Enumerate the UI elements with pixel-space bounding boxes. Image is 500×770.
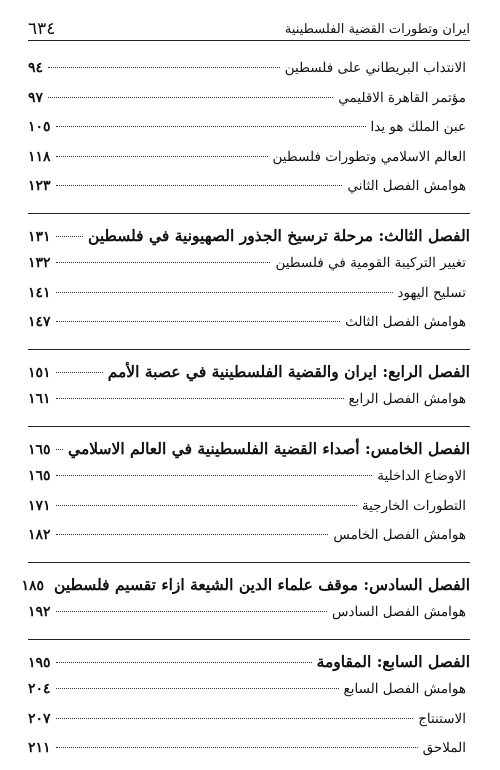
dot-leader xyxy=(56,505,357,506)
toc-entry[interactable] xyxy=(28,681,470,711)
toc-entry-title: هوامش الفصل السادس xyxy=(331,604,466,620)
section-divider xyxy=(28,349,470,350)
toc-entry[interactable] xyxy=(28,468,470,498)
section-divider xyxy=(28,213,470,214)
dot-leader xyxy=(56,185,343,186)
toc-entry-title: الفصل الثالث: مرحلة ترسیخ الجذور الصهیونیة في فلسطین xyxy=(88,225,470,245)
toc-page-number: ١٣١ xyxy=(28,228,51,245)
dot-leader xyxy=(56,475,373,476)
toc-entry-title: مؤتمر القاهرة الاقلیمي xyxy=(338,89,466,106)
toc-entry[interactable] xyxy=(28,90,470,120)
dot-leader xyxy=(48,67,280,68)
toc-chapter-entry[interactable] xyxy=(28,362,470,392)
toc-entry[interactable] xyxy=(28,149,470,179)
dot-leader xyxy=(56,236,83,237)
toc-chapter-entry[interactable] xyxy=(28,652,470,682)
toc-page-number: ١٠٥ xyxy=(28,119,51,135)
running-header xyxy=(28,14,470,41)
dot-leader xyxy=(56,449,63,450)
toc-chapter-entry[interactable] xyxy=(28,226,470,256)
toc-entry-title: هوامش الفصل الثاني xyxy=(347,178,466,194)
section-divider xyxy=(28,426,470,427)
toc-entry[interactable] xyxy=(28,391,470,421)
dot-leader xyxy=(56,398,344,399)
toc-entry-title: هوامش الفصل الثالث xyxy=(345,314,466,330)
toc-page-number: ١٦١ xyxy=(28,391,51,407)
dot-leader xyxy=(56,747,418,748)
toc-entry-title: الاوضاع الداخلیة xyxy=(377,468,466,484)
toc-entry-title: الفصل الرابع: ایران والقضیة الفلسطینیة في عصبة الأمم xyxy=(107,361,470,381)
toc-page-number: ١٥١ xyxy=(28,364,51,381)
toc-page-number: ١٩٢ xyxy=(28,604,51,620)
toc-entry-title: هوامش الفصل السابع xyxy=(343,681,466,697)
toc-entry[interactable] xyxy=(28,314,470,344)
toc-entry-title: الفصل الخامس: أصداء القضیة الفلسطینیة في العالم الاسلامي xyxy=(68,438,470,458)
toc-entry-title: الفصل السادس: موقف علماء الدین الشیعة ازاء تقسیم فلسطین xyxy=(54,574,470,594)
toc-entry-title: تسلیح الیهود xyxy=(397,284,466,301)
toc-page-number: ١٢٣ xyxy=(28,178,51,194)
toc-page-number: ٢٠٧ xyxy=(28,710,51,727)
toc-entry[interactable] xyxy=(28,178,470,208)
toc-entry[interactable] xyxy=(28,604,470,634)
toc-entry-title: هوامش الفصل الرابع xyxy=(348,391,466,407)
toc-entry[interactable] xyxy=(28,255,470,285)
toc-entry-title: تغییر الترکیبة القومیة في فلسطین xyxy=(275,255,466,271)
page-number: ٦٣٤ xyxy=(28,19,56,39)
toc-entry-title: الانتداب البریطاني علی فلسطین xyxy=(284,60,466,76)
toc-entry[interactable] xyxy=(28,711,470,741)
toc-entry[interactable] xyxy=(28,119,470,149)
toc-page-number: ١١٨ xyxy=(28,148,51,165)
toc-page-number: ١٦٥ xyxy=(28,441,51,458)
toc-chapter-entry[interactable] xyxy=(28,439,470,469)
toc-entry-title: الملاحق xyxy=(422,740,466,756)
dot-leader xyxy=(56,292,393,293)
toc-page-number: ١٨٥ xyxy=(21,577,45,594)
toc-page-number: ١٤٧ xyxy=(28,314,51,330)
toc-entry[interactable] xyxy=(28,740,470,770)
toc-page-number: ١٨٢ xyxy=(28,527,51,543)
toc-entry-title: هوامش الفصل الخامس xyxy=(333,527,466,543)
toc-page-number: ٩٧ xyxy=(28,89,44,106)
toc-page-number: ١٧١ xyxy=(28,497,51,514)
dot-leader xyxy=(56,262,271,263)
toc-entry[interactable] xyxy=(28,498,470,528)
toc-page-number: ١٦٥ xyxy=(28,468,51,484)
toc-page-number: ١٩٥ xyxy=(28,654,51,671)
toc-entry[interactable] xyxy=(28,285,470,315)
section-divider xyxy=(28,562,470,563)
toc-entry[interactable] xyxy=(28,527,470,557)
toc-entry-title: الفصل السابع: المقاومة xyxy=(316,651,470,671)
dot-leader xyxy=(56,534,329,535)
toc-page-number: ١٤١ xyxy=(28,284,51,301)
dot-leader xyxy=(48,97,333,98)
toc-page-number: ٩٤ xyxy=(28,60,44,76)
running-title: ایران وتطورات القضیة الفلسطینیة xyxy=(284,22,470,37)
toc-entry-title: التطورات الخارجیة xyxy=(361,497,466,514)
dot-leader xyxy=(56,718,414,719)
dot-leader xyxy=(56,662,312,663)
table-of-contents xyxy=(21,60,470,770)
toc-entry[interactable] xyxy=(28,60,470,90)
toc-page-number: ٢٠٤ xyxy=(28,681,51,697)
dot-leader xyxy=(56,126,366,127)
toc-page-number: ١٣٢ xyxy=(28,255,51,271)
dot-leader xyxy=(56,156,268,157)
toc-chapter-entry[interactable] xyxy=(21,574,470,605)
dot-leader xyxy=(56,688,339,689)
toc-entry-title: عبن الملك هو یدا xyxy=(370,119,466,135)
toc-entry-title: العالم الاسلامي وتطورات فلسطین xyxy=(272,148,466,165)
dot-leader xyxy=(56,611,327,612)
toc-page-number: ٢١١ xyxy=(28,740,51,756)
toc-entry-title: الاستنتاج xyxy=(418,710,466,727)
dot-leader xyxy=(56,372,103,373)
section-divider xyxy=(28,639,470,640)
dot-leader xyxy=(56,321,341,322)
